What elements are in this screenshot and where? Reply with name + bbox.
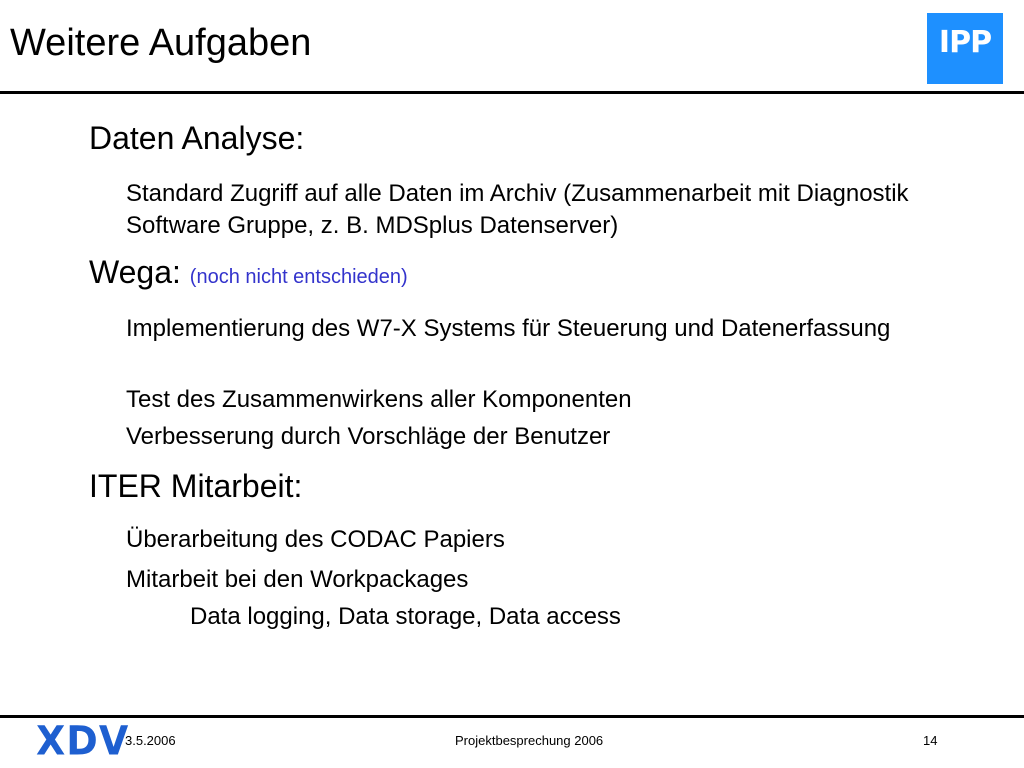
section-heading-daten-analyse: Daten Analyse: <box>89 120 305 156</box>
footer-page-number: 14 <box>923 733 938 748</box>
section-heading-wega <box>89 253 408 296</box>
xdv-logo: XDV <box>36 717 130 765</box>
footer-divider <box>0 715 1024 718</box>
title-divider <box>0 91 1024 94</box>
section-heading-wega-label: Wega: <box>89 254 181 290</box>
sub-list-item: Data logging, Data storage, Data access <box>190 603 621 630</box>
footer-date: 3.5.2006 <box>125 733 176 748</box>
list-item: Mitarbeit bei den Workpackages <box>126 566 469 593</box>
slide-title: Weitere Aufgaben <box>10 22 312 64</box>
section-heading-iter-mitarbeit: ITER Mitarbeit: <box>89 468 303 504</box>
list-item: Standard Zugriff auf alle Daten im Archiv (Zusammenarbeit mit Diagnostik Software Gruppe, z. B. MDSplus Datenserver) <box>126 180 909 239</box>
ipp-logo: IPP <box>927 13 1003 84</box>
list-item: Test des Zusammenwirkens aller Komponenten <box>126 386 632 413</box>
footer-event: Projektbesprechung 2006 <box>455 733 604 748</box>
list-item: Implementierung des W7-X Systems für Steuerung und Datenerfassung <box>126 315 891 342</box>
wega-note: (noch nicht entschieden) <box>189 266 408 288</box>
list-item: Verbesserung durch Vorschläge der Benutzer <box>126 423 611 450</box>
list-item: Überarbeitung des CODAC Papiers <box>126 526 505 553</box>
